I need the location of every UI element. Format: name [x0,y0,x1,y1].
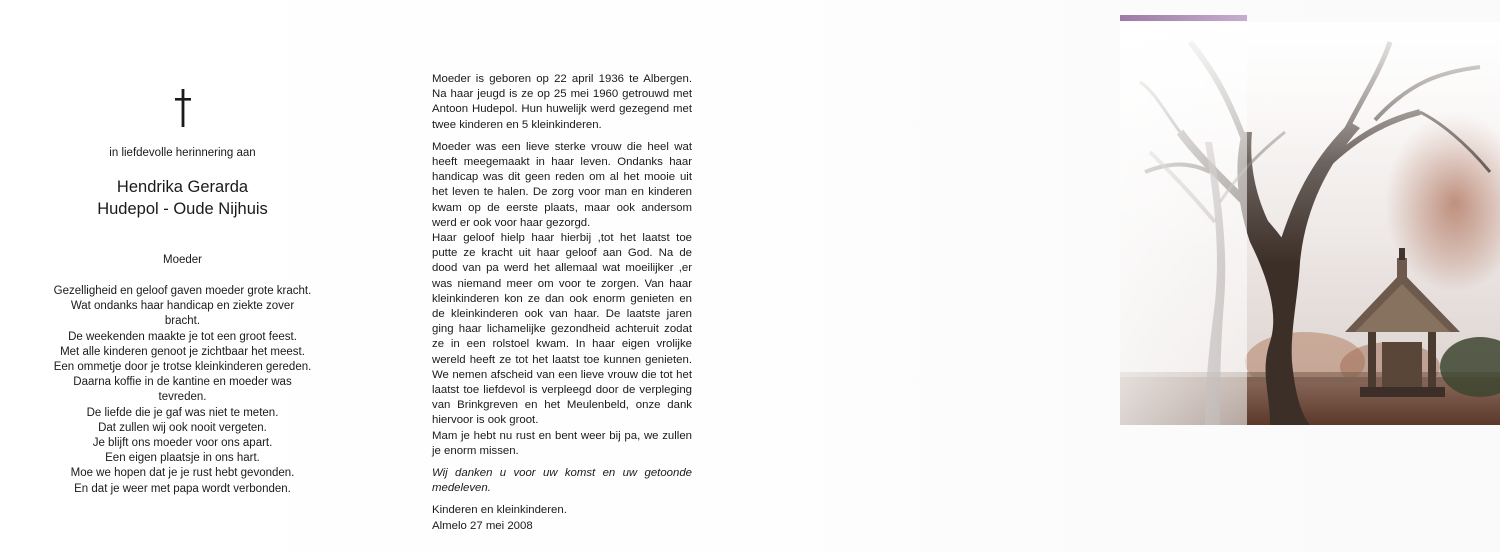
deceased-name [40,176,325,220]
poem-line: Een eigen plaatsje in ons hart. [105,452,260,465]
poem-line: De weekenden maakte je tot een groot feest. [68,330,297,343]
intro-text: in liefdevolle herinnering aan [109,147,256,159]
accent-bar [1120,15,1247,21]
poem-line: En dat je weer met papa wordt verbonden. [74,482,291,495]
signature [432,503,692,533]
biography-paragraph-2: Moeder was een lieve sterke vrouw die heel wat heeft meegemaakt in haar leven. Ondanks haar handicap was dit geen reden om al het mooie uit het leven te halen. De zorg voor man en kinderen kwam op de eerste plaats, maar ook andersom werd er ook voor haar gezorgd. [432,140,692,229]
biography-paragraph-3: Haar geloof hielp haar hierbij ,tot het laatst toe putte ze kracht uit haar geloof aan God. Na de dood van pa werd het allemaal wat moeilijker ,er was niemand meer om voor te zorgen. Van haar kleinkinderen kon ze dan ook enorm genieten en de kleinkinderen ook van haar. De laatste jaren ging haar lichamelijke gezondheid achteruit zodat ze in een rolstoel kwam. In haar eigen vrolijke wereld heeft ze tot het laatst toe kunnen genieten. We nemen afscheid van een lieve vrouw die tot het laatst toe liefdevol is verpleegd door de verpleging van Brinkgreven en het Meulenbeld, onze dank hiervoor is ook groot. [432,232,692,427]
poem-line: bracht. [164,315,201,328]
cross-icon [173,88,193,128]
poem-line: Een ommetje door je trotse kleinkinderen gereden. [53,361,312,374]
poem-line: De liefde die je gaf was niet te meten. [86,406,279,419]
name-line-1: Hendrika Gerarda [116,178,249,196]
signature-line-2: Almelo 27 mei 2008 [432,519,533,532]
poem [40,284,325,497]
poem-line: Je blijft ons moeder voor ons apart. [92,437,273,450]
tree-chapel-photo [1120,22,1500,425]
signature-line-1: Kinderen en kleinkinderen. [432,504,567,517]
biography-paragraph-1: Moeder is geboren op 22 april 1936 te Albergen. Na haar jeugd is ze op 25 mei 1960 getrouwd met Antoon Hudepol. Hun huwelijk werd gezegend met twee kinderen en 5 kleinkinderen. [432,73,692,131]
poem-line: Moe we hopen dat je je rust hebt gevonden. [70,467,295,480]
thanks-text: Wij danken u voor uw komst en uw getoonde medeleven. [432,467,692,495]
biography-paragraph-4: Mam je hebt nu rust en bent weer bij pa, we zullen je enorm missen. [432,429,692,457]
poem-line: Dat zullen wij ook nooit vergeten. [98,421,267,434]
left-panel [40,88,325,497]
poem-line: Met alle kinderen genoot je zichtbaar het meest. [60,345,305,358]
middle-panel [432,72,692,534]
poem-line: Wat ondanks haar handicap en ziekte zover [70,300,295,313]
poem-line: tevreden. [158,391,207,404]
poem-line: Gezelligheid en geloof gaven moeder grote kracht. [53,285,312,297]
name-line-2: Hudepol - Oude Nijhuis [97,200,268,218]
poem-line: Daarna koffie in de kantine en moeder was [73,376,292,389]
role-text: Moeder [163,254,202,266]
